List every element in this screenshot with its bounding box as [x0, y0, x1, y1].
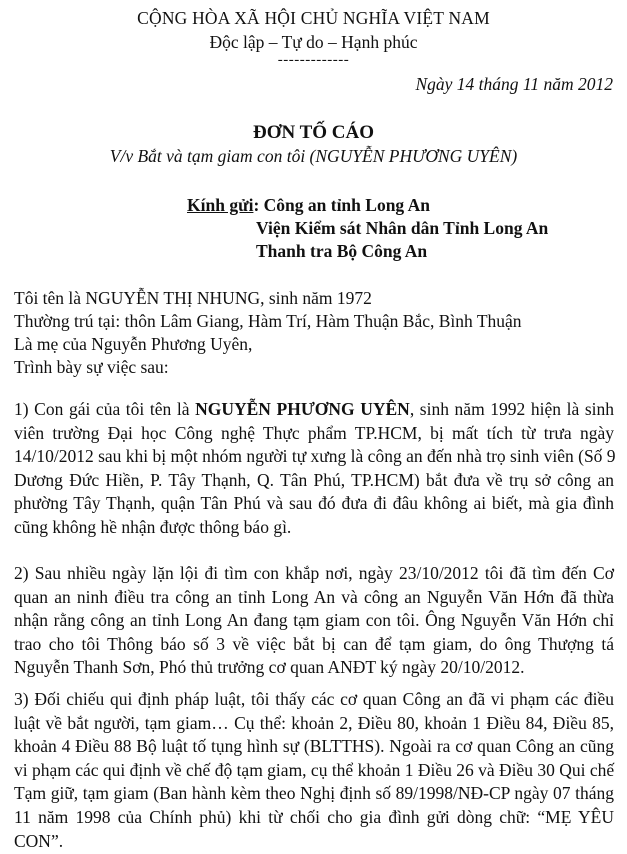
recipient-colon: :	[253, 195, 260, 215]
paragraph-line: luật về bắt người, tạm giam… Cụ thể: khoản 2, Điều 80, khoản 1 Điều 84, Điều 85,	[14, 712, 614, 733]
intro-line: Trình bày sự việc sau:	[14, 357, 169, 377]
recipient-item: Công an tỉnh Long An	[263, 195, 430, 215]
paragraph-line: khoản 4 Điều 88 Bộ luật tố tụng hình sự (BLTTHS). Ngoài ra cơ quan Công an cũng	[14, 736, 614, 757]
intro-line: Tôi tên là NGUYỄN THỊ NHUNG, sinh năm 1972	[14, 288, 372, 308]
recipient-label: Kính gửi	[187, 195, 254, 215]
document-title: ĐƠN TỐ CÁO	[252, 122, 375, 143]
paragraph-line: Dương Đức Hiền, P. Tây Thạnh, Q. Tân Phú, TP.HCM) bắt đưa về trụ sở công an	[14, 469, 614, 490]
intro-line: Thường trú tại: thôn Lâm Giang, Hàm Trí, Hàm Thuận Bắc, Bình Thuận	[14, 311, 522, 331]
paragraph-line: Nguyễn Thanh Sơn, Phó thủ trưởng cơ quan ANĐT ký ngày 20/10/2012.	[14, 657, 525, 678]
national-motto: Độc lập – Tự do – Hạnh phúc	[209, 32, 418, 52]
paragraph-line: viên trường Đại học Công nghệ Thực phẩm TP.HCM, bị mất tích từ trưa ngày	[14, 422, 614, 443]
text-run: , sinh năm 1992 hiện là sinh	[409, 399, 615, 419]
paragraph-line: quan an ninh điều tra công an tỉnh Long An và công an Nguyễn Văn Hớn đã thừa	[14, 586, 614, 607]
paragraph-line: trao cho tôi Thông báo số 3 về việc bắt bị can để tạm giam, do ông Thượng tá	[14, 633, 614, 654]
paragraph-3	[14, 688, 614, 853]
paragraph-line: 14/10/2012 sau khi bị một nhóm người tự xưng là công an đến nhà trọ sinh viên (Số 9	[14, 446, 616, 467]
paragraph-1	[14, 398, 614, 540]
paragraph-line: 11 năm 1998 của Chính phủ) khi từ chối cho gia đình gửi dòng chữ: “MẸ YÊU	[14, 806, 614, 827]
paragraph-line: 2) Sau nhiều ngày lặn lội đi tìm con khắp nơi, ngày 23/10/2012 tôi đã tìm đến Cơ	[14, 563, 614, 583]
recipient-item: Viện Kiểm sát Nhân dân Tỉnh Long An	[256, 218, 549, 238]
paragraph-line: vi phạm các qui định về chế độ tạm giam, cụ thể khoản 1 Điều 26 và Điều 30 Qui chế	[14, 759, 615, 780]
paragraph-line: phường Tây Thạnh, quận Tân Phú và sau đó đưa đi đâu không ai biết, mà gia đình	[14, 493, 614, 514]
paragraph-line	[14, 398, 614, 422]
document-subtitle: V/v Bắt và tạm giam con tôi (NGUYỄN PHƯƠNG UYÊN)	[109, 146, 518, 166]
paragraph-line: 3) Đối chiếu qui định pháp luật, tôi thấy các cơ quan Công an đã vi phạm các điều	[14, 689, 614, 709]
paragraph-line: cũng không hề nhận được thông báo gì.	[14, 516, 292, 537]
recipient-item: Thanh tra Bộ Công An	[256, 241, 428, 261]
paragraph-line: Tạm giữ, tạm giam (Ban hành kèm theo Nghị định số 89/1998/NĐ-CP ngày 07 tháng	[14, 783, 614, 804]
intro-line: Là mẹ của Nguyễn Phương Uyên,	[14, 334, 253, 354]
national-title: CỘNG HÒA XÃ HỘI CHỦ NGHĨA VIỆT NAM	[137, 8, 490, 28]
text-run: 1) Con gái của tôi tên là	[14, 399, 196, 419]
recipient-line-1	[187, 195, 430, 216]
document-date: Ngày 14 tháng 11 năm 2012	[415, 74, 613, 94]
paragraph-line: nhận rằng công an tỉnh Long An đang tạm giam con tôi. Ông Nguyễn Văn Hớn chỉ	[14, 610, 614, 631]
header-separator: -------------	[277, 52, 350, 68]
paragraph-2	[14, 562, 614, 680]
daughter-name: NGUYỄN PHƯƠNG UYÊN	[195, 399, 410, 419]
paragraph-line: CON”.	[14, 830, 64, 851]
